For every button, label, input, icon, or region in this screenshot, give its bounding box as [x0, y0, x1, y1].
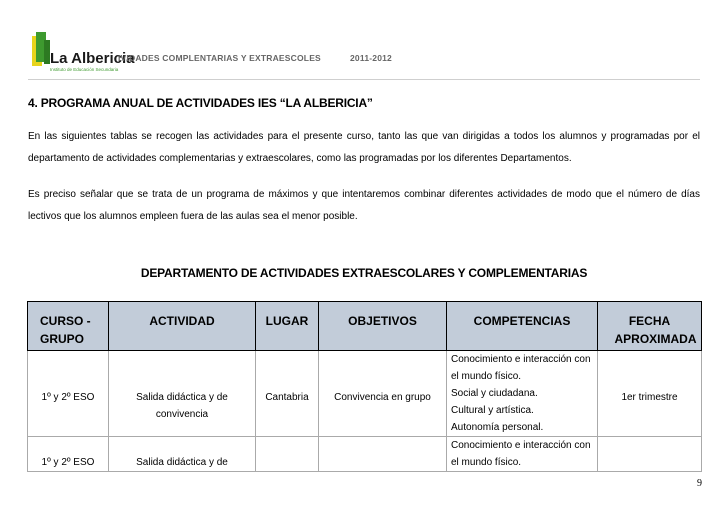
school-year: 2011-2012	[350, 53, 392, 63]
header-lugar: LUGAR	[256, 302, 319, 351]
cell-objetivos	[319, 437, 447, 472]
cell-fecha: 1er trimestre	[598, 351, 702, 437]
intro-paragraph: En las siguientes tablas se recogen las actividades para el presente curso, tanto las que van dirigidas a todos los alumnos y programadas por el departamento de actividades complementarias y extraescolares, como las programadas por los diferentes Departamentos.	[28, 131, 700, 164]
section-title: 4. PROGRAMA ANUAL DE ACTIVIDADES IES “LA ALBERICIA”	[28, 96, 373, 110]
header-competencias: COMPETENCIAS	[447, 302, 598, 351]
header-divider	[28, 79, 700, 80]
cell-actividad: Salida didáctica y de convivencia	[109, 351, 256, 437]
logo-subtext: Instituto de Educación Secundaria	[50, 67, 119, 72]
logo-text: La Albericia	[50, 50, 135, 67]
document-title: IVIDADES COMPLENTARIAS Y EXTRAESCOLES	[118, 53, 321, 63]
cell-lugar: Cantabria	[256, 351, 319, 437]
cell-fecha	[598, 437, 702, 472]
cell-actividad: Salida didáctica y de	[109, 437, 256, 472]
header-fecha: FECHA APROXIMADA	[598, 302, 702, 351]
page-header	[0, 0, 728, 80]
table-header-row	[28, 302, 702, 351]
activities-table	[27, 301, 702, 472]
header-actividad: ACTIVIDAD	[109, 302, 256, 351]
cell-lugar	[256, 437, 319, 472]
cell-curso: 1º y 2º ESO	[28, 437, 109, 472]
table-row	[28, 351, 702, 437]
note-paragraph: Es preciso señalar que se trata de un programa de máximos y que intentaremos combinar diferentes actividades de modo que el número de días lectivos que los alumnos empleen fuera de las aulas sea el menor posible.	[28, 189, 700, 222]
cell-curso: 1º y 2º ESO	[28, 351, 109, 437]
header-objetivos: OBJETIVOS	[319, 302, 447, 351]
school-logo-icon	[28, 30, 135, 74]
header-curso: CURSO - GRUPO	[28, 302, 109, 351]
cell-competencias: Conocimiento e interacción con el mundo físico. Social y ciudadana. Cultural y artística. Autonomía personal.	[447, 351, 598, 437]
cell-objetivos: Convivencia en grupo	[319, 351, 447, 437]
table-row	[28, 437, 702, 472]
department-title: DEPARTAMENTO DE ACTIVIDADES EXTRAESCOLARES Y COMPLEMENTARIAS	[140, 266, 588, 280]
page-number: 9	[697, 478, 702, 489]
cell-competencias: Conocimiento e interacción con el mundo físico.	[447, 437, 598, 472]
